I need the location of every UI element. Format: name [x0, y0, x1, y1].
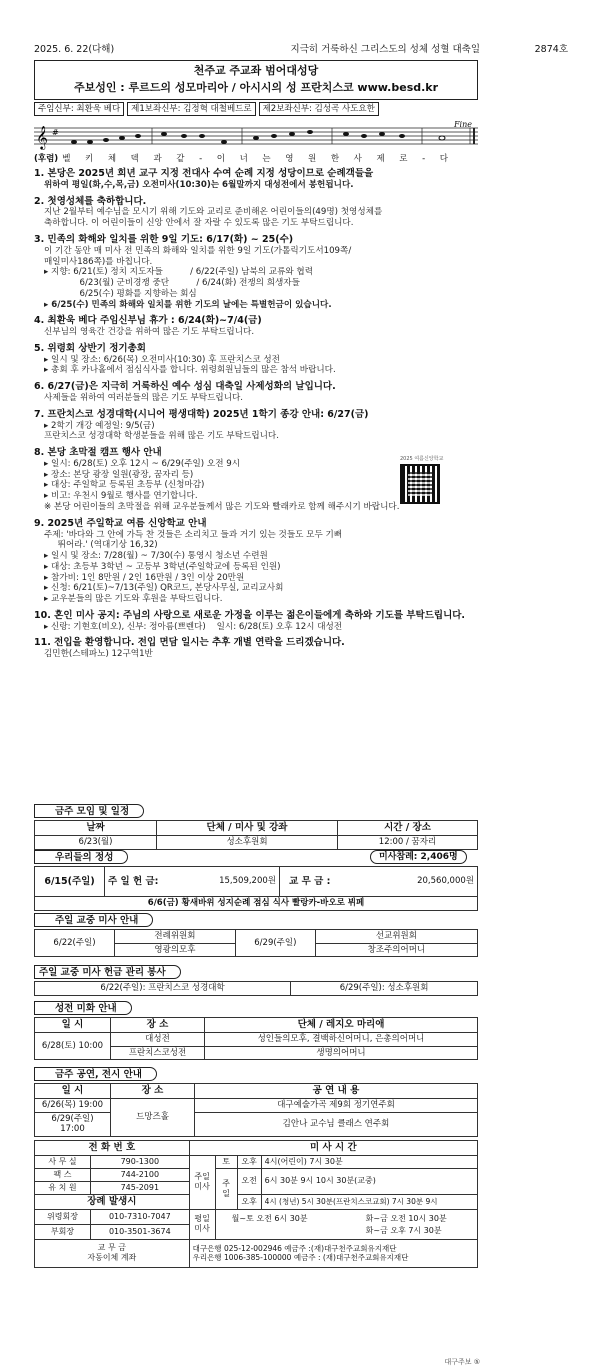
sat-label: 토 [215, 1155, 237, 1168]
guide-date-2: 6/29(주일) [235, 930, 315, 957]
cleaning-header-group: 단체 / 레지오 마리애 [205, 1018, 478, 1033]
offering-label: 우리들의 정성 [34, 850, 128, 864]
notice-number: 1. [34, 168, 45, 179]
lyric-syllable: 한 [330, 154, 340, 164]
notice-title-text: 본당 초막절 캠프 행사 안내 [47, 447, 162, 459]
funeral-vice-phone: 010-3501-3674 [91, 1224, 190, 1239]
table-row [35, 835, 478, 849]
notice-title-text: 본당은 2025년 희년 교구 지정 전대사 수여 순례 지정 성당이므로 순례객들을 [47, 168, 374, 179]
notice-item [34, 381, 484, 404]
offering-table [34, 866, 478, 911]
lyric-syllable: 사 [353, 154, 362, 164]
cleaning-header-place: 장 소 [111, 1018, 205, 1033]
notice-title [34, 315, 484, 327]
mass-time-header: 미 사 시 간 [189, 1141, 477, 1156]
lyric-syllables [62, 154, 478, 165]
cleaning-label: 성전 미화 안내 [34, 1001, 132, 1015]
lyrics-line [34, 154, 478, 165]
cleaning-table [34, 1017, 478, 1060]
offering-date: 6/15(주일) [35, 867, 105, 897]
notice-number: 3. [34, 233, 45, 245]
notice-item [34, 409, 484, 442]
notice-line: ▸ 총회 후 카나홀에서 점심식사를 합니다. 위령회원님들의 많은 참석 바랍니다. [44, 365, 336, 376]
phone-kindergarten-label: 유 치 원 [35, 1181, 91, 1194]
notice-line: ▸ 신청: 6/21(토)~7/13(주일) QR코드, 본당사무실, 교리교사회 [44, 583, 284, 594]
concert-header-place: 장 소 [111, 1084, 195, 1099]
sat-mass-times: 4시(어린이) 7시 30분 [261, 1155, 477, 1168]
notice-title [34, 196, 484, 208]
notice-line: ※ 본당 어린이들의 초막절을 위해 교우분들께서 많은 기도와 빨래카로 함께 해주시기 바랍니다. [44, 501, 400, 512]
notice-title-text: 민족의 화해와 일치를 위한 9일 기도: 6/17(화) ~ 25(수) [47, 233, 294, 245]
table-row [35, 1032, 478, 1046]
funeral-vice-label: 부회장 [35, 1224, 91, 1239]
weekday-mass-2: 화~금 오전 10시 30분 [365, 1213, 447, 1223]
feast-name: 지극히 거룩하신 그리스도의 성체 성혈 대축일 [290, 44, 480, 55]
schedule-header-group: 단체 / 미사 및 강좌 [157, 821, 338, 836]
notice-line: 김민한(스테파노) 12구역1반 [44, 649, 153, 660]
notice-item [34, 168, 484, 191]
notice-line: 프란치스코 성경대학 학생분들을 위해 많은 기도 부탁드립니다. [44, 431, 279, 442]
notice-item [34, 518, 484, 605]
lyric-syllable: 덱 [130, 154, 139, 164]
notice-title [34, 637, 484, 649]
account-2: 우리은행 1006-385-100000 예금주 : (재)대구천주교회유지재단 [192, 1253, 409, 1263]
notice-line: ▸ 일시 및 장소: 7/28(월) ~ 7/30(수) 통영시 청소년 수련원 [44, 551, 268, 562]
sun-pm-label: 오후 [237, 1194, 261, 1209]
service-right: 6/29(주일): 성소후원회 [291, 982, 478, 996]
notice-line: 매일미사186쪽)를 바칩니다. [44, 256, 153, 267]
sun-am-label: 오전 [237, 1168, 261, 1194]
notice-line: 6/23(월) 군비경쟁 중단 / 6/24(화) 전쟁의 희생자들 [44, 278, 300, 289]
concert-table [34, 1083, 478, 1137]
notice-line: ▸ 장소: 본당 광장 일원(광장, 꿈자리 등) [44, 469, 194, 480]
offering-note: 6/6(금) 황새바위 성지순례 점심 식사 빨랑카-바오로 뷔페 [35, 897, 478, 911]
guide-date-1: 6/22(주일) [35, 930, 115, 957]
concert-content-2: 김안나 교수님 클래스 연주회 [195, 1112, 478, 1136]
weekday-mass-cell [215, 1209, 477, 1239]
concert-date-1: 6/26(목) 19:00 [35, 1098, 111, 1112]
pastor: 주임신부: 최환욱 베다 [34, 102, 124, 116]
offering-service-table [34, 981, 478, 996]
sunday-offering-amount: 15,509,200원 [185, 867, 280, 897]
lyric-syllable: 같 [176, 154, 185, 164]
qr-caption: 2025 여름신앙학교 [400, 456, 444, 462]
concert-header-content: 공 연 내 용 [195, 1084, 478, 1099]
bulletin-date: 2025. 6. 22(다해) [34, 44, 115, 55]
funeral-head-label: 위령회장 [35, 1209, 91, 1224]
svg-text:𝄞: 𝄞 [36, 125, 48, 149]
notice-number: 11. [34, 637, 51, 649]
church-name: 천주교 주교좌 범어대성당 [193, 64, 319, 77]
notice-line: ▸ 교우분들의 많은 기도와 후원을 부탁드립니다. [44, 593, 223, 604]
clergy-row [34, 102, 478, 116]
schedule-table [34, 820, 478, 850]
lyric-syllable: 제 [376, 154, 385, 164]
lyric-syllable: 영 [285, 154, 294, 164]
notice-item [34, 343, 484, 376]
notice-title [34, 610, 484, 622]
notice-item [34, 234, 484, 310]
lyric-syllable: - [422, 154, 426, 164]
fine-mark: Fine [454, 120, 472, 129]
guide-group-1b: 영광의모후 [115, 943, 236, 957]
notice-item [34, 315, 484, 338]
notice-title-text: 혼인 미사 공지: 주님의 사랑으로 새로운 가정을 이루는 젊은이들에게 축하와 기도를 부탁드립니다. [54, 609, 466, 621]
notice-line: ▸ 참가비: 1인 8만원 / 2인 16만원 / 3인 이상 20만원 [44, 572, 245, 583]
account-1: 대구은행 025-12-002946 예금주 :(재)대구천주교회유지재단 [192, 1243, 397, 1253]
guide-group-2b: 창조주의어머니 [315, 943, 477, 957]
issue-number: 2874호 [534, 44, 568, 55]
notice-line: ▸ 일시 및 장소: 6/26(목) 오전미사(10:30) 후 프란치스코 성전 [44, 354, 280, 365]
service-left: 6/22(주일): 프란치스코 성경대학 [35, 982, 291, 996]
notice-title [34, 518, 484, 530]
notice-line: 지난 2월부터 예수님을 모시기 위해 기도와 교리로 준비해온 어린이들의(49명) 첫영성체를 [44, 207, 383, 218]
phone-header: 전 화 번 호 [35, 1141, 190, 1156]
sat-pm-label: 오후 [237, 1155, 261, 1168]
lyric-syllable: 벨 [62, 154, 71, 164]
schedule-date: 6/23(월) [35, 835, 157, 849]
svg-text:#: # [52, 128, 59, 137]
assistant-priest-1: 제1보좌신부: 김정혁 대철베드로 [127, 102, 255, 116]
lyric-syllable: 원 [308, 154, 317, 164]
schedule-label: 금주 모임 및 일정 [34, 804, 144, 818]
notice-item [34, 637, 484, 660]
page-footer: 대구주보 ⑤ [444, 1358, 480, 1366]
notice-title-text: 위령회 상반기 정기총회 [47, 342, 146, 354]
notice-line: 이 기간 동안 매 미사 전 민족의 화해와 일치를 위한 9일 기도(가톨릭기도서109쪽/ [44, 245, 352, 256]
account-label: 교 무 금 자동이체 계좌 [35, 1239, 190, 1267]
notice-title [34, 409, 484, 421]
concert-content-1: 대구예술가곡 제9회 정기연주회 [195, 1098, 478, 1112]
notice-line: ▸ 대상: 초등부 3학년 ~ 고등부 3학년(주일학교에 등록된 인원) [44, 561, 281, 572]
notice-title-text: 전입을 환영합니다. 전입 면담 일시는 추후 개별 연락을 드리겠습니다. [54, 637, 345, 649]
weekday-mass-label: 평일미사 [189, 1209, 215, 1239]
schedule-time: 12:00 / 꿈자리 [338, 835, 478, 849]
patron-saints: 주보성인 : 루르드의 성모마리아 / 아시시의 성 프란치스코 www.besd.kr [73, 80, 439, 94]
lyric-syllable: - [199, 154, 203, 164]
notice-number: 10. [34, 609, 51, 621]
lyric-syllable: 이 [216, 154, 225, 164]
lyric-syllable: 다 [439, 154, 448, 164]
notice-line: ▸ 6/25(수) 민족의 화해와 일치를 위한 기도의 날에는 특별헌금이 있습니다. [44, 299, 332, 310]
header-line [34, 44, 568, 58]
notice-line: ▸ 일시: 6/28(토) 오후 12시 ~ 6/29(주일) 오전 9시 [44, 459, 240, 470]
notice-title [34, 168, 484, 180]
notice-title-text: 2025년 주일학교 여름 신앙학교 안내 [47, 517, 207, 529]
schedule-header-time: 시간 / 장소 [338, 821, 478, 836]
phone-fax: 744-2100 [91, 1168, 190, 1181]
notice-line: ▸ 신랑: 기현호(비오), 신부: 정아름(쁘렌다) 일시: 6/28(토) 오후 12시 대성전 [44, 621, 343, 632]
diocese-offering-label: 교 무 금 : [280, 867, 340, 897]
notice-title-text: 첫영성체를 축하합니다. [47, 195, 147, 207]
lyric-syllable: 키 [85, 154, 94, 164]
account-info [189, 1239, 477, 1267]
offering-service-label: 주일 교중 미사 헌금 관리 봉사 [34, 965, 181, 979]
mass-guide-table [34, 929, 478, 957]
concert-date-2: 6/29(주일) 17:00 [35, 1112, 111, 1136]
sun-am-times: 6시 30분 9시 10시 30분(교중) [261, 1168, 477, 1194]
lyric-syllable: 과 [153, 154, 162, 164]
guide-group-1a: 전례위원회 [115, 930, 236, 944]
concert-header-date: 일 시 [35, 1084, 111, 1099]
notice-title-text: 최환욱 베다 주임신부님 휴가 : 6/24(화)~7/4(금) [47, 315, 262, 327]
notice-title-text: 6/27(금)은 지극히 거룩하신 예수 성심 대축일 사제성화의 날입니다. [47, 381, 336, 393]
notice-number: 5. [34, 342, 45, 354]
attendance-badge: 미사참례: 2,406명 [370, 850, 467, 864]
mass-guide-label: 주일 교중 미사 안내 [34, 913, 153, 927]
notice-item [34, 196, 484, 229]
funeral-head-phone: 010-7310-7047 [91, 1209, 190, 1224]
church-title-box [34, 60, 478, 100]
guide-group-2a: 선교위원회 [315, 930, 477, 944]
notice-number: 4. [34, 315, 45, 327]
funeral-header: 장례 발생시 [35, 1194, 190, 1209]
notice-number: 7. [34, 408, 45, 420]
qr-code[interactable] [400, 464, 440, 504]
lyric-syllable: 체 [107, 154, 117, 164]
phone-office: 790-1300 [91, 1155, 190, 1168]
contacts-table [34, 1140, 478, 1268]
notice-line: 6/25(수) 평화를 지향하는 회심 [44, 288, 197, 299]
table-row [35, 1098, 478, 1112]
music-staff [34, 122, 478, 154]
cleaning-place-1: 대성전 [111, 1032, 205, 1046]
table-row [35, 1112, 478, 1136]
cleaning-group-1: 성인들의모후, 결백하신어머니, 은총의어머니 [205, 1032, 478, 1046]
lyric-syllable: 는 [262, 154, 271, 164]
phone-office-label: 사 무 실 [35, 1155, 91, 1168]
phone-fax-label: 팩 스 [35, 1168, 91, 1181]
notice-list [34, 168, 484, 665]
cleaning-place-2: 프란치스코성전 [111, 1046, 205, 1060]
notice-line: 뛰어라.' (역대기상 16,32) [44, 540, 158, 551]
notice-line: ▸ 2학기 개강 예정일: 9/5(금) [44, 420, 155, 431]
weekday-mass-3: 화~금 오후 7시 30분 [365, 1225, 442, 1235]
sunday-offering-label: 주 일 헌 금: [105, 867, 185, 897]
concert-place: 드망즈홀 [111, 1098, 195, 1136]
notice-title [34, 381, 484, 393]
notice-title [34, 343, 484, 355]
notice-number: 2. [34, 195, 45, 207]
sun-pm-times: 4시 (청년) 5시 30분(프란치스코교회) 7시 30분 9시 [261, 1194, 477, 1209]
concert-label: 금주 공연, 전시 안내 [34, 1067, 157, 1081]
notice-line: 신부님의 영육간 건강을 위하여 많은 기도 부탁드립니다. [44, 327, 255, 338]
notice-line: ▸ 대상: 주일학교 등록된 초등부 (신청마감) [44, 480, 205, 491]
notice-title-text: 프란치스코 성경대학(시니어 평생대학) 2025년 1학기 종강 안내: 6/27(금) [47, 408, 369, 420]
schedule-header-date: 날짜 [35, 821, 157, 836]
cleaning-group-2: 생명의어머니 [205, 1046, 478, 1060]
notice-line: ▸ 지향: 6/21(토) 정치 지도자들 / 6/22(주일) 남북의 교류와 협력 [44, 267, 314, 278]
schedule-group: 성소후원회 [157, 835, 338, 849]
sunday-mass-label: 주일미사 [189, 1155, 215, 1209]
lyric-syllable: 너 [239, 154, 248, 164]
cleaning-date: 6/28(토) 10:00 [35, 1032, 111, 1059]
notice-title [34, 234, 484, 246]
notice-number: 8. [34, 447, 45, 459]
notice-number: 6. [34, 381, 45, 393]
diocese-offering-amount: 20,560,000원 [340, 867, 478, 897]
refrain-label: (후렴) [34, 154, 59, 164]
assistant-priest-2: 제2보좌신부: 김성곡 사도요한 [259, 102, 379, 116]
notice-line: 축하합니다. 이 어린이들이 신앙 안에서 잘 자랄 수 있도록 많은 기도 부탁드립니다. [44, 218, 354, 229]
phone-kindergarten: 745-2091 [91, 1181, 190, 1194]
sun-label: 주일 [215, 1168, 237, 1209]
notice-item [34, 610, 484, 633]
lyric-syllable: 로 [399, 154, 408, 164]
notice-line: 위하여 평일(화,수,목,금) 오전미사(10:30)는 6월말까지 대성전에서 봉헌됩니다. [44, 179, 354, 190]
notice-line: 사제들을 위하여 여러분들의 많은 기도 부탁드립니다. [44, 393, 244, 404]
notice-line: 주제: '바다와 그 안에 가득 찬 것들은 소리치고 들과 거기 있는 것들도 모두 기뻐 [44, 529, 343, 540]
notice-number: 9. [34, 517, 45, 529]
cleaning-header-date: 일 시 [35, 1018, 111, 1033]
notice-line: ▸ 비고: 우천시 9월로 행사를 연기합니다. [44, 491, 198, 502]
weekday-mass-1: 월~토 오전 6시 30분 [231, 1213, 308, 1223]
